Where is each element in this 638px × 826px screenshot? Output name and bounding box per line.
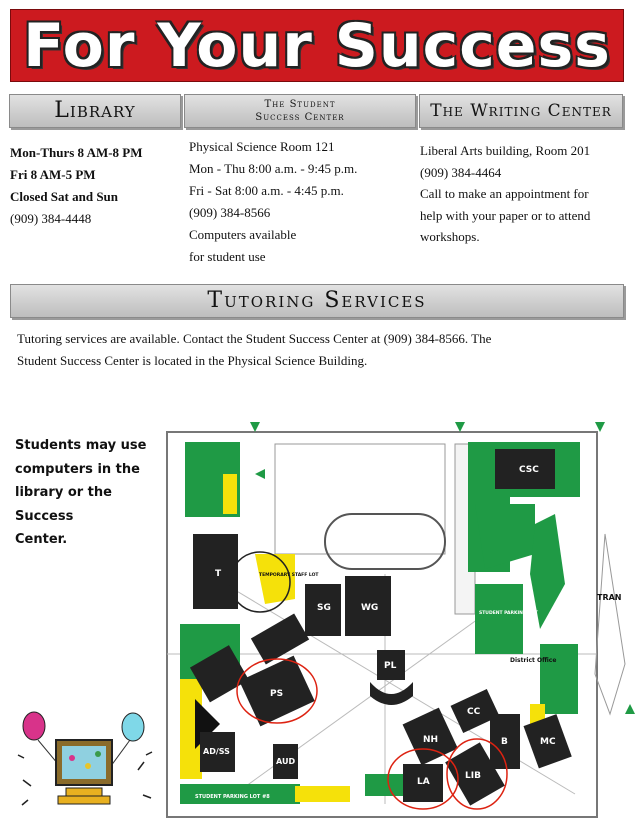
- map-label-lib: LIB: [465, 771, 481, 781]
- writing-center-heading: The Writing Center: [419, 94, 623, 128]
- map-label-district: District Office: [510, 657, 557, 664]
- computer-screen: [62, 746, 106, 779]
- computer-base: [66, 788, 102, 796]
- library-hours-line: Mon-Thurs 8 AM-8 PM: [10, 145, 143, 160]
- map-label-csc: CSC: [519, 465, 539, 475]
- success-center-line: Physical Science Room 121: [189, 139, 335, 154]
- page-title: For Your Success: [23, 11, 611, 81]
- success-center-line: Computers available: [189, 227, 297, 242]
- map-label-wg: WG: [361, 603, 379, 613]
- map-label-tran: TRAN: [597, 593, 622, 602]
- confetti: [85, 763, 91, 769]
- staff-lot: [223, 474, 237, 514]
- library-heading: Library: [9, 94, 181, 128]
- map-label-mc: MC: [540, 737, 556, 747]
- tutoring-line: Tutoring services are available. Contact the Student Success Center at (909) 384-8566. The: [17, 331, 492, 346]
- library-hours-line: Closed Sat and Sun: [10, 189, 119, 204]
- writing-center-line: Call to make an appointment for: [420, 186, 589, 201]
- writing-center-info: [420, 140, 590, 248]
- success-center-heading-line2: Success Center: [255, 112, 345, 123]
- success-center-line: Fri - Sat 8:00 a.m. - 4:45 p.m.: [189, 183, 344, 198]
- success-center-info: [189, 136, 357, 268]
- balloon-icon: [23, 712, 45, 740]
- map-label-student-lot: STUDENT PARKING LOT: [479, 611, 538, 616]
- writing-center-phone: (909) 384-4464: [420, 164, 502, 180]
- map-label-b: B: [501, 737, 508, 747]
- map-label-student-lot-8: STUDENT PARKING LOT #8: [195, 794, 270, 800]
- library-phone: (909) 384-4448: [10, 211, 92, 226]
- students-note: [15, 434, 165, 552]
- confetti: [95, 751, 101, 757]
- map-label-ad-ss: AD/SS: [203, 747, 230, 756]
- map-label-pl: PL: [384, 661, 397, 671]
- writing-center-line: workshops.: [420, 229, 480, 244]
- parking-lot: [365, 774, 405, 796]
- computer-keyboard: [58, 796, 110, 804]
- title-banner: [10, 9, 624, 82]
- success-center-heading-line1: The Student: [264, 99, 336, 110]
- students-note-line: computers in the: [15, 461, 140, 477]
- success-center-line: for student use: [189, 249, 266, 264]
- library-info: [10, 142, 143, 230]
- map-label-temp-lot: TEMPORARY STAFF LOT: [259, 573, 319, 578]
- library-hours-line: Fri 8 AM-5 PM: [10, 167, 96, 182]
- confetti: [69, 755, 75, 761]
- students-note-line: Students may use: [15, 438, 147, 453]
- students-note-line: Center.: [15, 532, 68, 547]
- map-label-sg: SG: [317, 603, 331, 613]
- parking-lot: [540, 644, 578, 714]
- writing-center-line: Liberal Arts building, Room 201: [420, 143, 591, 158]
- success-center-phone: (909) 384-8566: [189, 205, 271, 220]
- map-label-ps: PS: [270, 689, 284, 699]
- writing-center-line: help with your paper or to attend: [420, 207, 591, 223]
- campus-map: [155, 414, 635, 824]
- tutoring-line: Student Success Center is located in the Physical Science Building.: [17, 353, 368, 368]
- balloon-icon: [122, 713, 144, 741]
- tutoring-heading: Tutoring Services: [10, 284, 624, 318]
- celebration-clipart: [8, 700, 158, 820]
- success-center-line: Mon - Thu 8:00 a.m. - 9:45 p.m.: [189, 161, 358, 176]
- map-label-aud: AUD: [276, 757, 296, 766]
- success-center-heading: [184, 94, 416, 128]
- map-label-cc: CC: [467, 707, 481, 717]
- map-label-la: LA: [417, 777, 430, 787]
- map-label-t: T: [215, 569, 222, 579]
- parking-lot: [475, 584, 523, 654]
- students-note-line: library or the Success: [15, 485, 112, 524]
- map-label-nh: NH: [423, 735, 439, 745]
- tutoring-description: [17, 328, 617, 372]
- staff-lot: [295, 786, 350, 802]
